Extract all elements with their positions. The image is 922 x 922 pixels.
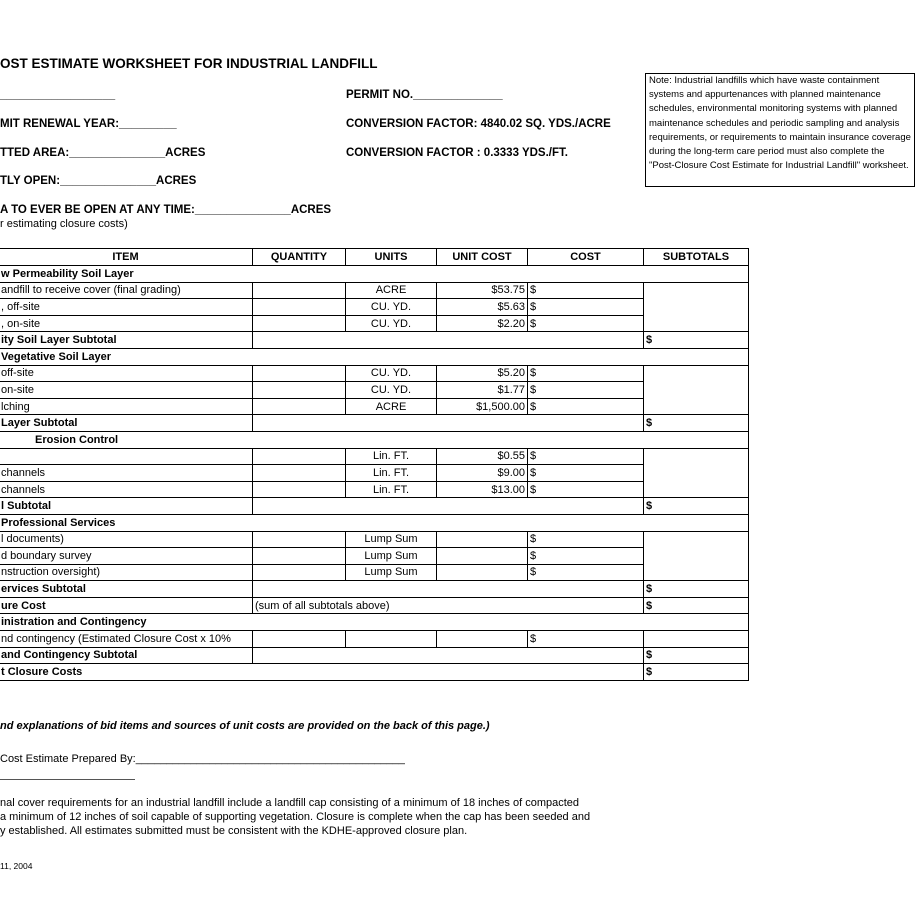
item-cell: channels	[0, 481, 253, 498]
table-row	[0, 481, 749, 498]
section-header-row	[0, 514, 749, 531]
unit-cost-cell	[437, 531, 528, 548]
subtotal-span-cell	[253, 647, 644, 664]
units-cell: CU. YD.	[346, 299, 437, 316]
quantity-cell[interactable]	[253, 382, 346, 399]
col-units-header: UNITS	[346, 249, 437, 266]
table-row	[0, 398, 749, 415]
cost-cell[interactable]: $	[528, 465, 644, 482]
unit-cost-cell	[437, 631, 528, 648]
cost-worksheet-table	[0, 248, 749, 681]
units-cell: Lin. FT.	[346, 481, 437, 498]
quantity-cell[interactable]	[253, 631, 346, 648]
table-row	[0, 564, 749, 581]
quantity-cell[interactable]	[253, 564, 346, 581]
col-quantity-header: QUANTITY	[253, 249, 346, 266]
unit-cost-cell: $13.00	[437, 481, 528, 498]
item-cell: l documents)	[0, 531, 253, 548]
paragraph-line-3: y established. All estimates submitted must be consistent with the KDHE-approved closure plan.	[0, 825, 468, 837]
subtotal-label: and Contingency Subtotal	[0, 647, 253, 664]
total-row	[0, 664, 749, 681]
subtotal-blank-cell	[644, 631, 749, 648]
subtotal-label: Layer Subtotal	[0, 415, 253, 432]
quantity-cell[interactable]	[253, 465, 346, 482]
subtotal-blank-cell	[644, 282, 749, 332]
subtotal-label: ity Soil Layer Subtotal	[0, 332, 253, 349]
table-row	[0, 465, 749, 482]
subtotal-row	[0, 332, 749, 349]
item-cell: channels	[0, 465, 253, 482]
subtotal-blank-cell	[644, 531, 749, 581]
unit-cost-cell: $1.77	[437, 382, 528, 399]
subtotal-value[interactable]: $	[644, 498, 749, 515]
cost-cell[interactable]: $	[528, 282, 644, 299]
cost-cell[interactable]: $	[528, 448, 644, 465]
cost-cell[interactable]: $	[528, 365, 644, 382]
units-cell: ACRE	[346, 398, 437, 415]
table-row	[0, 548, 749, 565]
section-title: Vegetative Soil Layer	[0, 348, 749, 365]
cost-cell[interactable]: $	[528, 548, 644, 565]
unit-cost-cell: $5.63	[437, 299, 528, 316]
item-cell: , on-site	[0, 315, 253, 332]
note-box	[645, 73, 915, 187]
paragraph-line-2: a minimum of 12 inches of soil capable of supporting vegetation. Closure is complete when the cap has been seeded and	[0, 811, 591, 823]
closure-cost-value[interactable]: $	[644, 597, 749, 614]
subtotal-value[interactable]: $	[644, 581, 749, 598]
cost-cell[interactable]: $	[528, 564, 644, 581]
units-cell: ACRE	[346, 282, 437, 299]
quantity-cell[interactable]	[253, 365, 346, 382]
item-cell: off-site	[0, 365, 253, 382]
unit-cost-cell: $2.20	[437, 315, 528, 332]
item-cell: nd contingency (Estimated Closure Cost x 10%	[0, 631, 253, 648]
quantity-cell[interactable]	[253, 315, 346, 332]
subtotal-span-cell	[253, 332, 644, 349]
cost-cell[interactable]: $	[528, 481, 644, 498]
total-label: t Closure Costs	[0, 664, 644, 681]
section-title: Professional Services	[0, 514, 749, 531]
area-ever-open-field[interactable]: A TO EVER BE OPEN AT ANY TIME:_______________ACRES	[0, 204, 332, 216]
unit-cost-cell: $0.55	[437, 448, 528, 465]
item-cell: andfill to receive cover (final grading)	[0, 282, 253, 299]
revision-date: 11, 2004	[0, 861, 33, 871]
section-header-row	[0, 431, 749, 448]
paragraph-line-1: nal cover requirements for an industrial landfill include a landfill cap consisting of a minimum of 18 inches of compacted	[0, 797, 580, 809]
unit-cost-cell: $1,500.00	[437, 398, 528, 415]
item-cell: nstruction oversight)	[0, 564, 253, 581]
section-header-row	[0, 614, 749, 631]
table-row	[0, 448, 749, 465]
units-cell: Lump Sum	[346, 531, 437, 548]
conversion-factor-ft: CONVERSION FACTOR : 0.3333 YDS./FT.	[346, 147, 568, 159]
currently-open-field[interactable]: TLY OPEN:_______________ACRES	[0, 175, 197, 187]
units-cell: CU. YD.	[346, 365, 437, 382]
cost-cell[interactable]: $	[528, 299, 644, 316]
subtotal-row	[0, 647, 749, 664]
subtotal-row	[0, 415, 749, 432]
signature-line	[0, 779, 135, 780]
col-unit-cost-header: UNIT COST	[437, 249, 528, 266]
item-cell: on-site	[0, 382, 253, 399]
subtotal-span-cell	[253, 581, 644, 598]
units-cell	[346, 631, 437, 648]
table-row	[0, 282, 749, 299]
cost-cell[interactable]: $	[528, 398, 644, 415]
note-text: Note: Industrial landfills which have waste containment systems and appurtenances with planned maintenance schedules, environmental monitoring systems with planned maintenance schedules and periodic sampling and analysis requirements, or requirements to maintain insurance coverage during the long-term care period must also complete the "Post-Closure Cost Estimate for Industrial Landfill" worksheet.	[649, 75, 911, 172]
subtotal-label: ervices Subtotal	[0, 581, 253, 598]
section-title: Erosion Control	[0, 431, 749, 448]
subtotal-value[interactable]: $	[644, 332, 749, 349]
col-cost-header: COST	[528, 249, 644, 266]
table-row	[0, 365, 749, 382]
item-cell: d boundary survey	[0, 548, 253, 565]
area-note: r estimating closure costs)	[0, 218, 128, 230]
subtotal-value[interactable]: $	[644, 647, 749, 664]
closure-cost-note: (sum of all subtotals above)	[253, 597, 644, 614]
item-cell: lching	[0, 398, 253, 415]
closure-cost-label: ure Cost	[0, 597, 253, 614]
item-cell	[0, 448, 253, 465]
units-cell: CU. YD.	[346, 315, 437, 332]
subtotal-span-cell	[253, 498, 644, 515]
section-header-row	[0, 348, 749, 365]
section-header-row	[0, 266, 749, 283]
cost-cell[interactable]: $	[528, 531, 644, 548]
subtotal-label: l Subtotal	[0, 498, 253, 515]
subtotal-value[interactable]: $	[644, 415, 749, 432]
subtotal-span-cell	[253, 415, 644, 432]
table-row	[0, 631, 749, 648]
document-title: OST ESTIMATE WORKSHEET FOR INDUSTRIAL LANDFILL	[0, 56, 378, 71]
quantity-cell[interactable]	[253, 531, 346, 548]
quantity-cell[interactable]	[253, 481, 346, 498]
permittee-field[interactable]: __________________	[0, 89, 116, 101]
units-cell: Lin. FT.	[346, 465, 437, 482]
conversion-factor-acre: CONVERSION FACTOR: 4840.02 SQ. YDS./ACRE	[346, 118, 611, 130]
renewal-year-field[interactable]: MIT RENEWAL YEAR:_________	[0, 118, 177, 130]
col-item-header: ITEM	[0, 249, 253, 266]
units-cell: CU. YD.	[346, 382, 437, 399]
subtotal-blank-cell	[644, 365, 749, 415]
total-value[interactable]: $	[644, 664, 749, 681]
unit-cost-cell: $53.75	[437, 282, 528, 299]
section-title: inistration and Contingency	[0, 614, 749, 631]
col-subtotals-header: SUBTOTALS	[644, 249, 749, 266]
cost-cell[interactable]: $	[528, 631, 644, 648]
table-row	[0, 315, 749, 332]
cost-cell[interactable]: $	[528, 315, 644, 332]
quantity-cell[interactable]	[253, 448, 346, 465]
units-cell: Lump Sum	[346, 564, 437, 581]
units-cell: Lin. FT.	[346, 448, 437, 465]
unit-cost-cell	[437, 564, 528, 581]
table-header-row	[0, 249, 749, 266]
quantity-cell[interactable]	[253, 299, 346, 316]
unit-cost-cell: $9.00	[437, 465, 528, 482]
permitted-area-field[interactable]: TTED AREA:_______________ACRES	[0, 147, 206, 159]
prepared-by-field[interactable]: Cost Estimate Prepared By:____________________________________________	[0, 753, 405, 765]
subtotal-row	[0, 581, 749, 598]
table-row	[0, 382, 749, 399]
subtotal-blank-cell	[644, 448, 749, 498]
section-title: w Permeability Soil Layer	[0, 266, 749, 283]
table-row	[0, 531, 749, 548]
quantity-cell[interactable]	[253, 548, 346, 565]
units-cell: Lump Sum	[346, 548, 437, 565]
cost-cell[interactable]: $	[528, 382, 644, 399]
quantity-cell[interactable]	[253, 398, 346, 415]
subtotal-row	[0, 498, 749, 515]
item-cell: , off-site	[0, 299, 253, 316]
explanations-note: nd explanations of bid items and sources of unit costs are provided on the back of this page.)	[0, 720, 490, 732]
unit-cost-cell: $5.20	[437, 365, 528, 382]
table-row	[0, 299, 749, 316]
unit-cost-cell	[437, 548, 528, 565]
closure-cost-row	[0, 597, 749, 614]
quantity-cell[interactable]	[253, 282, 346, 299]
permit-no-field[interactable]: PERMIT NO.______________	[346, 89, 503, 101]
